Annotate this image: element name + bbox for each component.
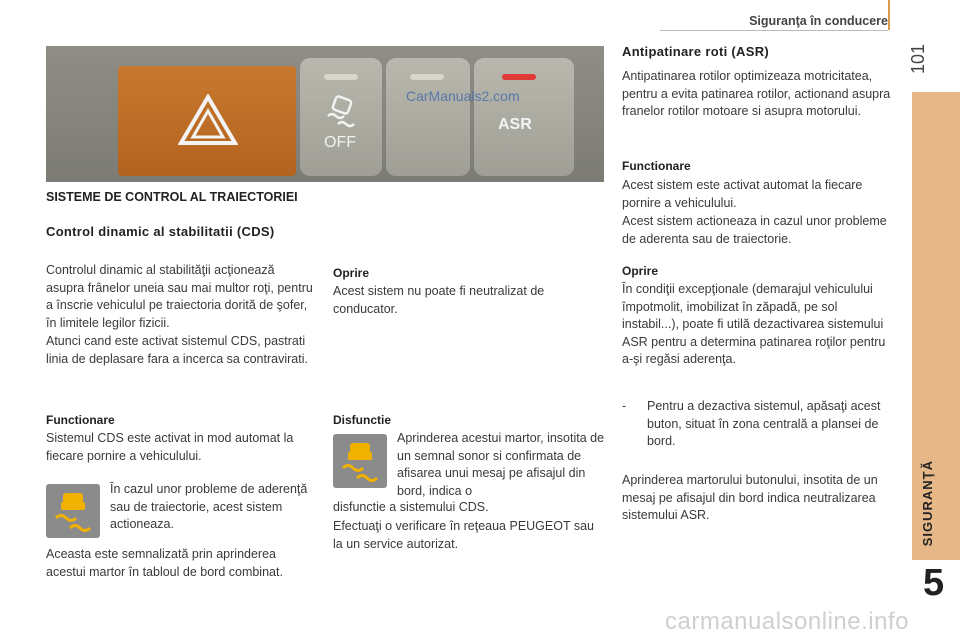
off-label: OFF: [324, 134, 356, 151]
cds-warning-paragraph: Atunci cand este activat sistemul CDS, pastrati linia de deplasare fara a incerca sa contravirati.: [46, 334, 308, 366]
asr-final-text: Aprinderea martorului butonului, insotita de un mesaj pe afisajul din bord indica neutralizarea sistemului ASR.: [622, 473, 878, 522]
cds-disfunctie-icon-text: Aprinderea acestui martor, insotita de un semnal sonor si confirmata de afisarea unui mesaj pe afisajul din bord, indica o: [397, 431, 605, 498]
cds-disfunctie-text-cont: disfunctie a sistemului CDS.: [333, 500, 489, 514]
hazard-triangle-icon: [178, 94, 238, 146]
blank-indicator-light: [410, 74, 444, 80]
cds-icon-text: În cazul unor probleme de aderenţă sau de traiectorie, acest sistem actioneaza.: [110, 482, 308, 531]
asr-intro-paragraph: Antipatinarea rotilor optimizeaza motricitatea, pentru a evita patinarea rotilor, actionand asupra franelor rotilor motoare si asupra motorului.: [622, 69, 891, 118]
cds-lamp-explanation: Aceasta este semnalizată prin aprinderea acestui martor în tabloul de bord combinat.: [46, 547, 283, 579]
asr-oprire-text: În condiţii excepţionale (demarajul vehiculului împotmolit, imobilizat în zăpadă, pe sol instabil...), poate fi utilă dezactivarea sistemului ASR pentru a determina patinarea roţilor pentru a-şi regăsi aderenţa.: [622, 282, 886, 366]
cds-heading: Control dinamic al stabilitatii (CDS): [46, 224, 275, 239]
asr-list-item: Pentru a dezactiva sistemul, apăsaţi acest buton, situat în zona centrală a plansei de bord.: [647, 399, 881, 448]
blank-button: [386, 58, 470, 176]
photo-watermark: CarManuals2.com: [406, 88, 520, 104]
skid-fault-icon: [333, 434, 387, 488]
cds-warning-lamp: [46, 484, 100, 538]
cds-fault-lamp: [333, 434, 387, 488]
chapter-number: 5: [923, 562, 945, 604]
asr-functionare-heading: Functionare: [622, 159, 691, 173]
asr-indicator-light: [502, 74, 536, 80]
asr-list-dash: -: [622, 399, 627, 413]
asr-oprire-heading: Oprire: [622, 264, 659, 278]
page-number: 101: [908, 44, 928, 75]
chapter-tab-label: SIGURANŢĂ: [920, 460, 935, 547]
footer-watermark: carmanualsonline.info: [665, 608, 909, 635]
cds-disfunctie-service-text: Efectuaţi o verificare în reţeaua PEUGEOT sau la un service autorizat.: [333, 519, 595, 551]
header-rule: [660, 30, 888, 31]
cds-off-button: [300, 58, 382, 176]
cds-functionare-heading: Functionare: [46, 413, 115, 427]
cds-oprire-text: Acest sistem nu poate fi neutralizat de conducator.: [333, 284, 545, 316]
cds-functionare-text: Sistemul CDS este activat in mod automat la fiecare pornire a vehiculului.: [46, 431, 294, 463]
cds-intro-paragraph: Controlul dinamic al stabilităţii acţionează asupra frânelor uneia sau mai multor roţi, pentru a înscrie vehiculul pe traiectoria dorită de şofer, în limitele legilor fizicii.: [46, 263, 313, 330]
asr-label: ASR: [498, 116, 532, 133]
header-accent-tick: [888, 0, 890, 30]
asr-functionare-text-1: Acest sistem este activat automat la fiecare pornire a vehiculului.: [622, 178, 863, 210]
skid-warning-icon: [46, 484, 100, 538]
asr-button: [474, 58, 574, 176]
cds-indicator-light: [324, 74, 358, 80]
skid-car-icon: [324, 94, 358, 130]
cds-disfunctie-heading: Disfunctie: [333, 413, 392, 427]
cds-oprire-heading: Oprire: [333, 266, 370, 280]
dashboard-buttons-photo: [46, 46, 604, 182]
asr-heading: Antipatinare roti (ASR): [622, 44, 770, 59]
header-section-title: Siguranţa în conducere: [749, 14, 888, 28]
asr-functionare-text-2: Acest sistem actioneaza in cazul unor probleme de aderenta sau de traiectorie.: [622, 214, 887, 246]
hazard-button: [118, 66, 296, 176]
main-heading: SISTEME DE CONTROL AL TRAIECTORIEI: [46, 190, 298, 204]
